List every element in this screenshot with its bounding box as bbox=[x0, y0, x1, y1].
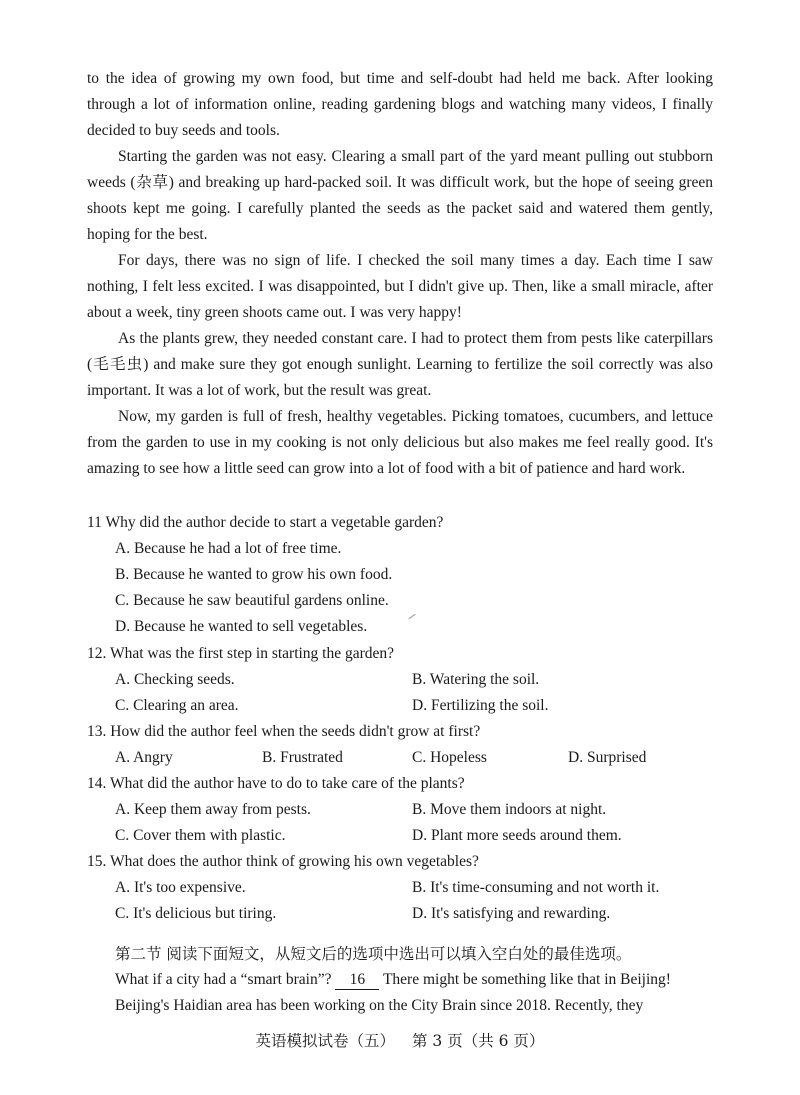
section-2-line-1 bbox=[115, 967, 671, 993]
question-13-option-d: D. Surprised bbox=[568, 749, 647, 766]
question-15-option-d: D. It's satisfying and rewarding. bbox=[412, 905, 611, 922]
question-12-option-d: D. Fertilizing the soil. bbox=[412, 697, 549, 714]
question-12-option-b: B. Watering the soil. bbox=[412, 671, 540, 688]
question-15-option-a: A. It's too expensive. bbox=[115, 879, 246, 896]
question-15-option-c: C. It's delicious but tiring. bbox=[115, 905, 277, 922]
question-15-option-b: B. It's time-consuming and not worth it. bbox=[412, 879, 660, 896]
section-2-line-1-before: What if a city had a “smart brain”? bbox=[115, 971, 332, 988]
question-14-option-c: C. Cover them with plastic. bbox=[115, 827, 286, 844]
pencil-mark bbox=[408, 614, 415, 619]
question-14-option-a: A. Keep them away from pests. bbox=[115, 801, 311, 818]
passage-paragraph-3: For days, there was no sign of life. I checked the soil many times a day. Each time I saw nothing, I felt less excited. I was disappointed, but I didn't give up. Then, like a small miracle, after about a week, tiny green shoots came out. I was very happy! bbox=[87, 252, 713, 321]
question-12-option-a: A. Checking seeds. bbox=[115, 671, 235, 688]
section-2-line-1-after: There might be something like that in Beijing! bbox=[382, 971, 671, 988]
passage-paragraph-4: As the plants grew, they needed constant care. I had to protect them from pests like caterpillars (毛毛虫) and make sure they got enough sunlight. Learning to fertilize the soil correctly was also important. It was a lot of work, but the result was great. bbox=[87, 330, 713, 399]
page-footer bbox=[0, 1029, 800, 1051]
question-13-option-c: C. Hopeless bbox=[412, 749, 487, 766]
question-11-option-c: C. Because he saw beautiful gardens online. bbox=[115, 592, 389, 609]
question-14-option-b: B. Move them indoors at night. bbox=[412, 801, 607, 818]
question-13-stem: 13. How did the author feel when the seeds didn't grow at first? bbox=[87, 723, 481, 740]
passage-paragraph-1: to the idea of growing my own food, but time and self-doubt had held me back. After looking through a lot of information online, reading gardening blogs and watching many videos, I finally decided to buy seeds and tools. bbox=[87, 70, 713, 139]
section-2-heading: 第二节 阅读下面短文，从短文后的选项中选出可以填入空白处的最佳选项。 bbox=[115, 945, 632, 963]
footer-exam-title: 英语模拟试卷（五） bbox=[255, 1032, 396, 1050]
question-14-stem: 14. What did the author have to do to take care of the plants? bbox=[87, 775, 465, 792]
blank-16: 16 bbox=[335, 971, 379, 990]
question-11-option-a: A. Because he had a lot of free time. bbox=[115, 540, 342, 557]
question-15-stem: 15. What does the author think of growing his own vegetables? bbox=[87, 853, 479, 870]
question-11-stem: 11 Why did the author decide to start a vegetable garden? bbox=[87, 514, 444, 531]
question-11-option-d: D. Because he wanted to sell vegetables. bbox=[115, 618, 368, 635]
question-14-option-d: D. Plant more seeds around them. bbox=[412, 827, 622, 844]
question-13-option-b: B. Frustrated bbox=[262, 749, 343, 766]
section-2-line-2: Beijing's Haidian area has been working on the City Brain since 2018. Recently, they bbox=[115, 997, 644, 1014]
footer-page-number: 第 3 页（共 6 页） bbox=[412, 1032, 545, 1050]
passage-paragraph-2: Starting the garden was not easy. Clearing a small part of the yard meant pulling out stubborn weeds (杂草) and breaking up hard-packed soil. It was difficult work, but the hope of seeing green shoots kept me going. I carefully planted the seeds as the packet said and watered them gently, hoping for the best. bbox=[87, 148, 713, 243]
passage-paragraph-5: Now, my garden is full of fresh, healthy vegetables. Picking tomatoes, cucumbers, and lettuce from the garden to use in my cooking is not only delicious but also makes me feel really good. It's amazing to see how a little seed can grow into a lot of food with a bit of patience and hard work. bbox=[87, 408, 713, 477]
question-11-option-b: B. Because he wanted to grow his own food. bbox=[115, 566, 393, 583]
question-12-stem: 12. What was the first step in starting the garden? bbox=[87, 645, 395, 662]
question-12-option-c: C. Clearing an area. bbox=[115, 697, 239, 714]
question-13-option-a: A. Angry bbox=[115, 749, 173, 766]
